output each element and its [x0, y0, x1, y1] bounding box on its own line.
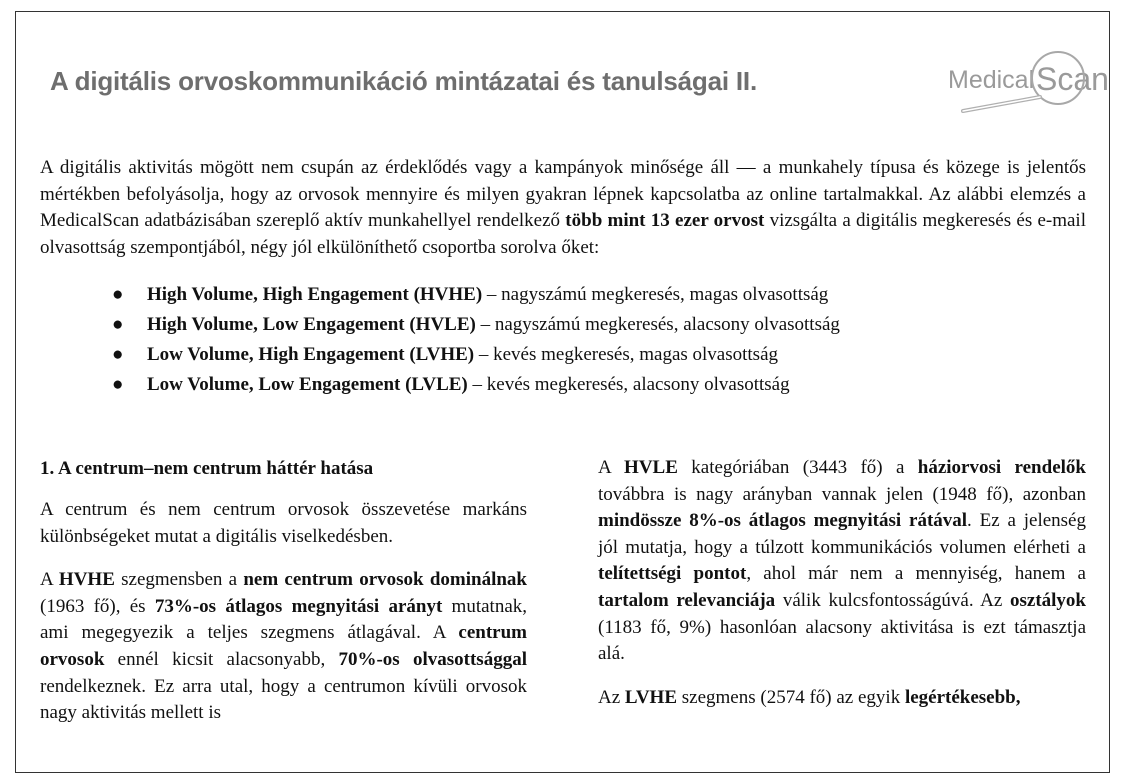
list-item — [110, 370, 840, 400]
segment-description: – kevés megkeresés, alacsony olvasottság — [467, 374, 790, 395]
text-run: A centrum és nem centrum orvosok összevetése markáns különbségeket mutat a digitális viselkedésben. — [40, 499, 527, 547]
bold-text: telítettségi pontot — [598, 563, 747, 585]
bullet-icon: ● — [112, 344, 124, 365]
segment-name: Low Volume, High Engagement (LVHE) — [147, 344, 475, 365]
text-run: szegmens (2574 fő) az egyik — [677, 686, 905, 708]
bold-text: HVHE — [58, 569, 115, 591]
bold-text: mindössze 8%-os átlagos megnyitási rátával — [598, 510, 968, 532]
bullet-icon: ● — [112, 284, 124, 305]
text-run: A — [598, 457, 625, 478]
segment-name: High Volume, High Engagement (HVHE) — [147, 284, 483, 305]
section-heading: 1. A centrum–nem centrum háttér hatása — [40, 458, 374, 479]
list-item — [110, 310, 840, 340]
segment-name: High Volume, Low Engagement (HVLE) — [147, 314, 476, 335]
text-run: vizsgálta a digitális megkeresés és e-mail olvasottság szempontjából, négy jól elkülöníthető csoportba sorolva őket: — [40, 210, 1086, 258]
text-run: szegmensben a — [114, 569, 244, 591]
paragraph — [598, 685, 1086, 712]
text-run: , ahol már nem a mennyiség, hanem a — [746, 563, 1086, 585]
text-run: A — [40, 569, 59, 591]
segment-list — [110, 280, 840, 400]
svg-text:Medical: Medical — [948, 66, 1035, 94]
bold-text: legértékesebb, — [904, 686, 1021, 708]
bullet-icon: ● — [112, 314, 124, 335]
list-item — [110, 340, 840, 370]
text-run: (1963 fő), és — [40, 595, 155, 617]
bold-text: osztályok — [1010, 589, 1086, 611]
text-run: rendelkeznek. Ez arra utal, hogy a centrumon kívüli orvosok nagy aktivitás mellett is — [40, 675, 527, 724]
segment-description: – nagyszámú megkeresés, magas olvasottság — [482, 284, 829, 305]
text-run: mutatnak, ami megegyezik a teljes szegmens átlagával. A — [40, 595, 528, 644]
paragraph — [40, 497, 527, 550]
text-run: kategóriában (3443 fő) a — [677, 457, 918, 478]
paragraph — [598, 455, 1086, 668]
segment-description: – nagyszámú megkeresés, alacsony olvasottság — [475, 314, 840, 335]
text-run: . Ez a jelenség jól mutatja, hogy a túlzott kommunikációs volumen elérheti a — [598, 510, 1086, 558]
bullet-icon: ● — [112, 374, 124, 395]
bold-text: 73%-os átlagos megnyitási arányt — [154, 595, 443, 617]
text-run: ennél kicsit alacsonyabb, — [104, 648, 339, 670]
text-run: továbbra is nagy arányban vannak jelen (1948 fő), azonban — [598, 483, 1086, 505]
bold-text: tartalom relevanciája — [598, 589, 776, 611]
list-item — [110, 280, 840, 310]
bold-text: több mint 13 ezer orvost — [565, 210, 765, 232]
text-run: (1183 fő, 9%) hasonlóan alacsony aktivitása is ezt támasztja alá. — [598, 616, 1086, 665]
text-run: Az — [598, 686, 625, 708]
segment-name: Low Volume, Low Engagement (LVLE) — [147, 374, 468, 395]
segment-description: – kevés megkeresés, magas olvasottság — [474, 344, 779, 365]
svg-text:Scan: Scan — [1036, 61, 1109, 97]
bold-text: nem centrum orvosok dominálnak — [243, 569, 527, 591]
bold-text: LVHE — [624, 686, 678, 708]
text-run: válik kulcsfontosságúvá. Az — [775, 589, 1010, 611]
left-column — [40, 455, 527, 744]
text-run: A digitális aktivitás mögött nem csupán az érdeklődés vagy a kampányok minősége áll — a munkahely típusa és közege is jelentős mértékben befolyásolja, hogy az orvosok mennyire és milyen gyakran lépnek kapcsolatba az online tartalmakkal. Az alábbi elemzés a MedicalScan adatbázisában szereplő aktív munkahellyel rendelkező — [40, 157, 1086, 232]
bold-text: HVLE — [624, 457, 678, 478]
paragraph — [40, 567, 527, 727]
intro-paragraph — [40, 155, 1086, 261]
right-column — [598, 455, 1086, 728]
bold-text: 70%-os olvasottsággal — [338, 648, 527, 670]
page-title: A digitális orvoskommunikáció mintázatai és tanulságai II. — [50, 66, 757, 96]
bold-text: centrum orvosok — [40, 622, 527, 670]
medicalscan-logo — [948, 50, 1109, 114]
bold-text: háziorvosi rendelők — [917, 457, 1086, 478]
